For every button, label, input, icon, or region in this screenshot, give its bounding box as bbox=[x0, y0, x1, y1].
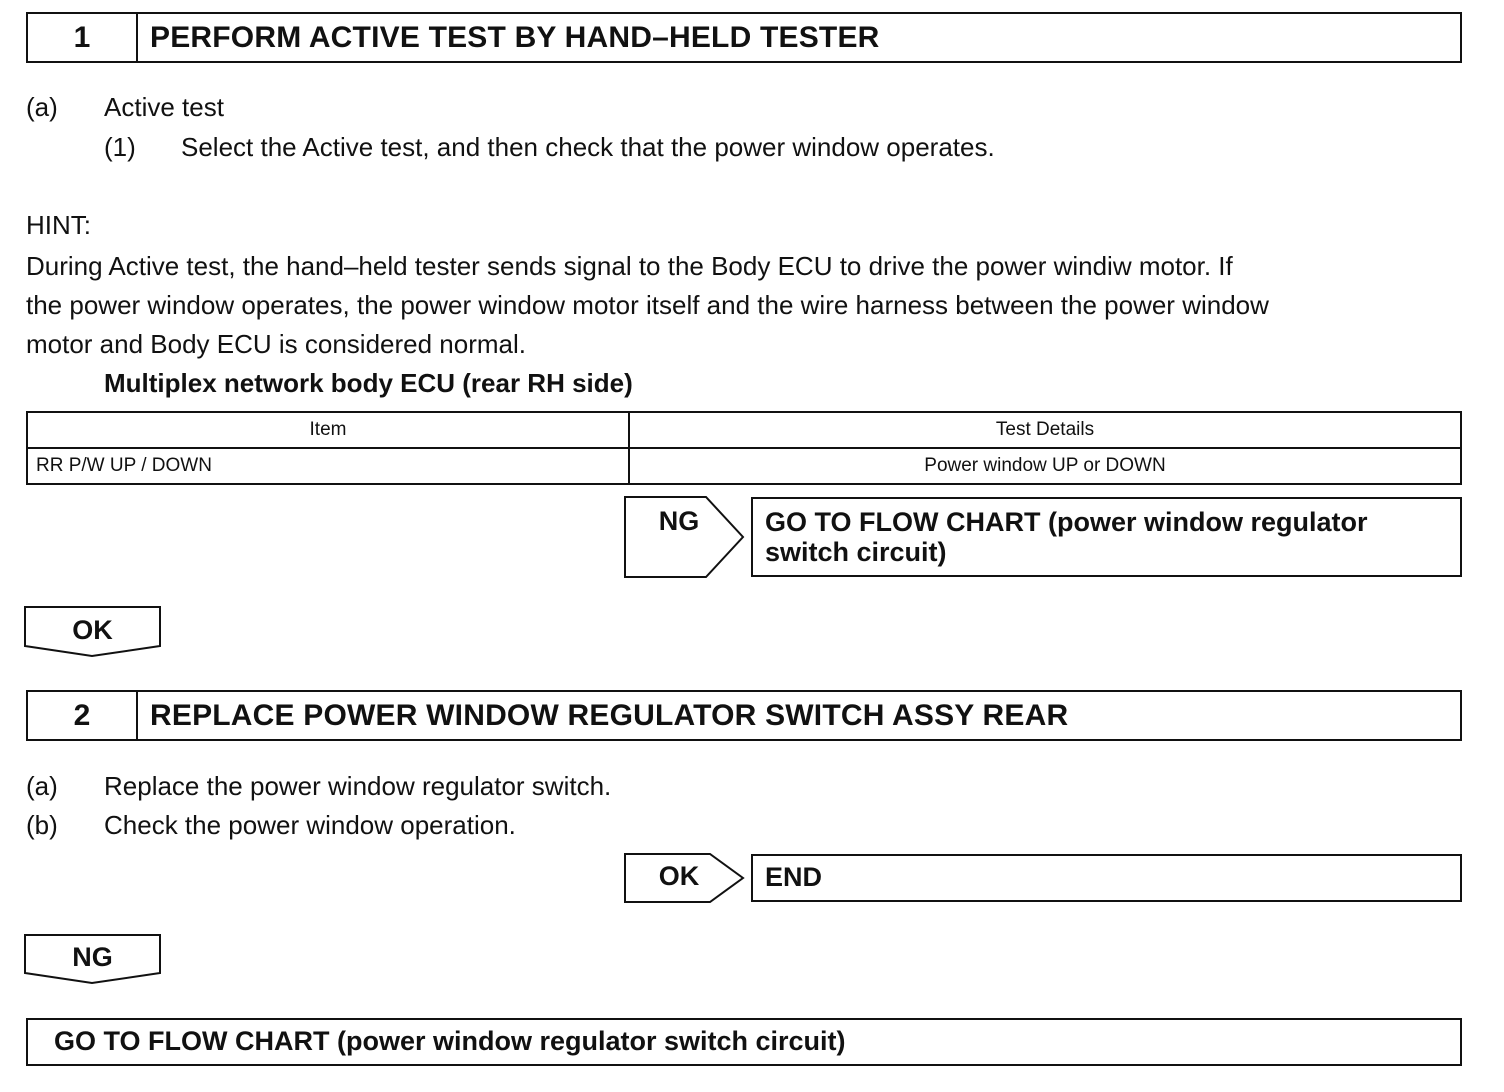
step-2-item-a-text: Replace the power window regulator switch. bbox=[104, 771, 612, 801]
ok-arrow-label: OK bbox=[658, 861, 700, 891]
ng-arrow-label: NG bbox=[658, 506, 700, 536]
step-2-number: 2 bbox=[28, 692, 138, 739]
ng-result-line-1: GO TO FLOW CHART (power window regulator bbox=[765, 507, 1368, 537]
step-1-item-a-marker: (a) bbox=[26, 92, 58, 122]
step-1-sub-1-text: Select the Active test, and then check that the power window operates. bbox=[181, 132, 995, 162]
table-cell-item: RR P/W UP / DOWN bbox=[27, 448, 629, 484]
step-1-item-a-text: Active test bbox=[104, 92, 224, 122]
step-1-title: PERFORM ACTIVE TEST BY HAND–HELD TESTER bbox=[150, 20, 880, 54]
hint-label: HINT: bbox=[26, 210, 91, 240]
step-2-title: REPLACE POWER WINDOW REGULATOR SWITCH ASSY REAR bbox=[150, 698, 1069, 732]
ng-down-tab-label: NG bbox=[72, 942, 113, 972]
table-header-item: Item bbox=[27, 412, 629, 448]
ng-result-line-2: switch circuit) bbox=[765, 537, 947, 567]
step-2-item-b-marker: (b) bbox=[26, 810, 58, 840]
ok-down-tab-label: OK bbox=[72, 615, 113, 645]
step-1-number: 1 bbox=[28, 14, 138, 61]
table-title: Multiplex network body ECU (rear RH side) bbox=[104, 368, 633, 398]
hint-line-3: motor and Body ECU is considered normal. bbox=[26, 329, 527, 359]
table-cell-test-details: Power window UP or DOWN bbox=[629, 448, 1461, 484]
hint-line-2: the power window operates, the power window motor itself and the wire harness between the power window bbox=[26, 290, 1269, 320]
ok-result-text: END bbox=[765, 862, 823, 892]
final-result-text: GO TO FLOW CHART (power window regulator switch circuit) bbox=[54, 1026, 846, 1056]
step-1-sub-1-marker: (1) bbox=[104, 132, 136, 162]
hint-line-1: During Active test, the hand–held tester sends signal to the Body ECU to drive the power windiw motor. If bbox=[26, 251, 1233, 281]
step-2-item-b-text: Check the power window operation. bbox=[104, 810, 516, 840]
table-header-test-details: Test Details bbox=[629, 412, 1461, 448]
step-2-item-a-marker: (a) bbox=[26, 771, 58, 801]
